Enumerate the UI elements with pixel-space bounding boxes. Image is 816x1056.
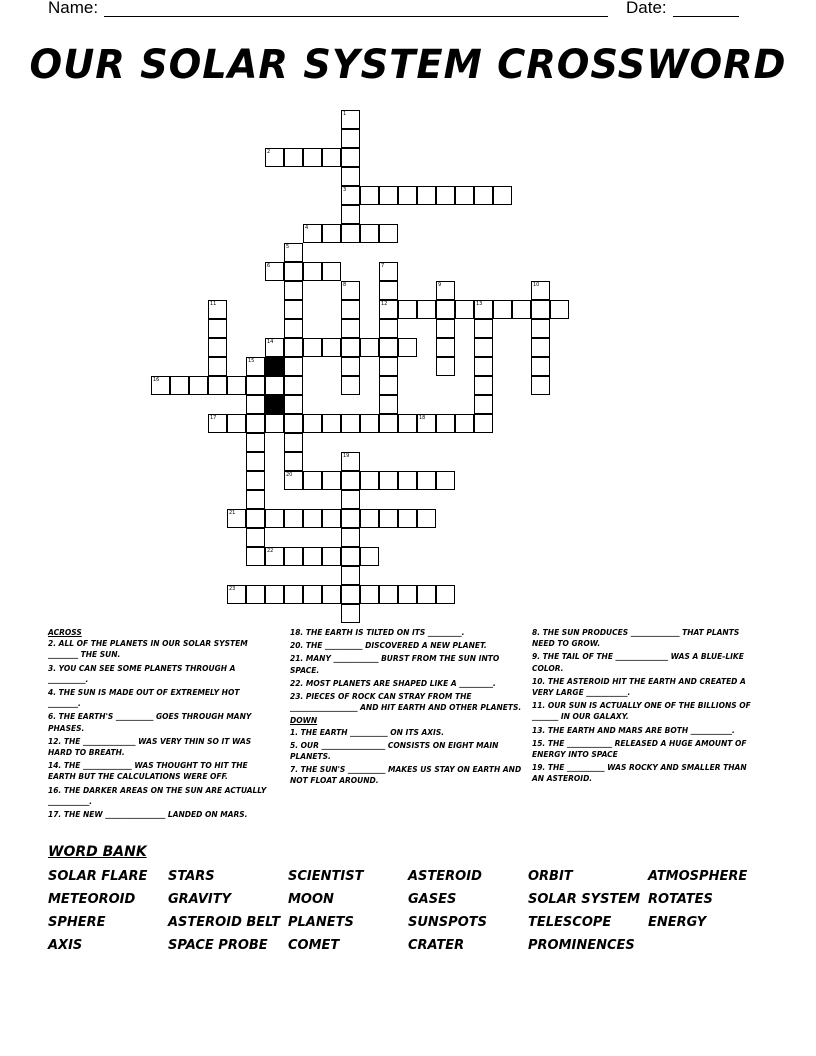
crossword-cell[interactable] [303, 509, 322, 528]
clue-number: 2 [267, 149, 271, 155]
crossword-cell[interactable] [284, 300, 303, 319]
crossword-cell[interactable] [341, 300, 360, 319]
crossword-cell[interactable] [284, 395, 303, 414]
crossword-cell[interactable] [303, 224, 322, 243]
crossword-cell[interactable] [227, 585, 246, 604]
word-bank-item: ATMOSPHERE [648, 869, 748, 884]
clue-across-4: 4. THE SUN IS MADE OUT OF EXTREMELY HOT ________. [48, 688, 240, 709]
clue-number: 20 [286, 472, 293, 478]
clues-col2 [290, 627, 526, 789]
crossword-cell[interactable] [322, 414, 341, 433]
crossword-cell[interactable] [398, 471, 417, 490]
down-heading: DOWN [290, 716, 318, 726]
crossword-cell[interactable] [246, 509, 265, 528]
crossword-cell[interactable] [455, 414, 474, 433]
crossword-cell[interactable] [379, 338, 398, 357]
word-bank-item: ASTEROID [408, 869, 482, 884]
crossword-cell[interactable] [284, 547, 303, 566]
crossword-cell[interactable] [379, 414, 398, 433]
crossword-cell[interactable] [474, 414, 493, 433]
crossword-cell[interactable] [341, 585, 360, 604]
crossword-cell[interactable] [246, 414, 265, 433]
crossword-cell[interactable] [474, 357, 493, 376]
clue-down-7: 7. THE SUN'S __________ MAKES US STAY ON EARTH AND NOT FLOAT AROUND. [290, 765, 522, 786]
crossword-cell[interactable] [531, 281, 550, 300]
clue-number: 14 [267, 339, 274, 345]
crossword-cell[interactable] [436, 585, 455, 604]
crossword-cell[interactable] [341, 414, 360, 433]
crossword-cell[interactable] [436, 357, 455, 376]
word-bank-item: SPACE PROBE [168, 938, 268, 953]
crossword-cell[interactable] [493, 186, 512, 205]
crossword-cell[interactable] [303, 262, 322, 281]
word-bank-item: MOON [288, 892, 334, 907]
crossword-cell[interactable] [512, 300, 531, 319]
word-bank-item: ENERGY [648, 915, 707, 930]
clue-across-16: 16. THE DARKER AREAS ON THE SUN ARE ACTUALLY ___________. [48, 785, 267, 806]
crossword-cell[interactable] [208, 376, 227, 395]
crossword-cell[interactable] [379, 319, 398, 338]
crossword-cell[interactable] [265, 509, 284, 528]
crossword-cell[interactable] [341, 186, 360, 205]
word-bank-item: SUNSPOTS [408, 915, 487, 930]
crossword-cell[interactable] [246, 471, 265, 490]
crossword-cell[interactable] [398, 300, 417, 319]
crossword-cell[interactable] [379, 357, 398, 376]
crossword-cell[interactable] [227, 414, 246, 433]
crossword-cell[interactable] [341, 604, 360, 623]
word-bank-title: WORD BANK [48, 844, 147, 860]
crossword-cell[interactable] [379, 376, 398, 395]
crossword-cell[interactable] [208, 414, 227, 433]
word-bank-item: METEOROID [48, 892, 136, 907]
crossword-cell[interactable] [360, 471, 379, 490]
crossword-cell[interactable] [208, 319, 227, 338]
crossword-cell[interactable] [398, 509, 417, 528]
crossword-cell[interactable] [341, 528, 360, 547]
clue-number: 19 [343, 453, 350, 459]
crossword-cell[interactable] [474, 376, 493, 395]
clue-number: 21 [229, 510, 236, 516]
crossword-cell[interactable] [379, 471, 398, 490]
crossword-cell[interactable] [265, 376, 284, 395]
crossword-cell[interactable] [322, 148, 341, 167]
clue-across-21: 21. MANY ____________ BURST FROM THE SUN INTO SPACE. [290, 654, 500, 675]
clue-across-6: 6. THE EARTH'S __________ GOES THROUGH MANY PHASES. [48, 712, 252, 733]
word-bank-item: ROTATES [648, 892, 713, 907]
crossword-cell[interactable] [531, 319, 550, 338]
clue-across-2: 2. ALL OF THE PLANETS IN OUR SOLAR SYSTEM ________ THE SUN. [48, 639, 248, 660]
crossword-cell[interactable] [341, 224, 360, 243]
crossword-cell[interactable] [417, 509, 436, 528]
crossword-cell[interactable] [341, 357, 360, 376]
clue-number: 3 [343, 187, 347, 193]
crossword-cell[interactable] [379, 300, 398, 319]
clue-number: 8 [343, 282, 347, 288]
word-bank-item: STARS [168, 869, 215, 884]
crossword-cell[interactable] [474, 338, 493, 357]
crossword-cell[interactable] [322, 262, 341, 281]
crossword-cell[interactable] [455, 300, 474, 319]
crossword-cell[interactable] [417, 414, 436, 433]
crossword-cell[interactable] [436, 319, 455, 338]
crossword-cell[interactable] [246, 376, 265, 395]
across-clues-col1 [48, 627, 270, 822]
crossword-cell[interactable] [227, 509, 246, 528]
crossword-cell[interactable] [531, 376, 550, 395]
clue-down-19: 19. THE __________ WAS ROCKY AND SMALLER THAN AN ASTEROID. [532, 763, 747, 784]
crossword-cell[interactable] [246, 547, 265, 566]
crossword-cell[interactable] [436, 414, 455, 433]
clue-across-22: 22. MOST PLANETS ARE SHAPED LIKE A _________. [290, 678, 496, 688]
crossword-cell[interactable] [455, 186, 474, 205]
crossword-cell[interactable] [284, 148, 303, 167]
word-bank-item: COMET [288, 938, 340, 953]
crossword-cell[interactable] [341, 471, 360, 490]
crossword-cell[interactable] [284, 243, 303, 262]
crossword-cell[interactable] [284, 281, 303, 300]
crossword-cell[interactable] [531, 300, 550, 319]
crossword-cell[interactable] [246, 490, 265, 509]
crossword-cell[interactable] [379, 224, 398, 243]
clue-down-10: 10. THE ASTEROID HIT THE EARTH AND CREATED A VERY LARGE ___________. [532, 676, 746, 698]
clue-number: 1 [343, 111, 347, 117]
word-bank-item: ORBIT [528, 869, 573, 884]
crossword-cell[interactable] [208, 300, 227, 319]
clue-down-15: 15. THE ____________ RELEASED A HUGE AMOUNT OF ENERGY INTO SPACE [532, 738, 747, 760]
crossword-cell[interactable] [474, 300, 493, 319]
down-clues-col3 [532, 627, 760, 787]
crossword-cell[interactable] [436, 186, 455, 205]
word-bank-item: ASTEROID BELT [168, 915, 281, 930]
crossword-cell[interactable] [322, 547, 341, 566]
crossword-cell[interactable] [265, 148, 284, 167]
crossword-cell[interactable] [436, 471, 455, 490]
crossword-cell[interactable] [341, 452, 360, 471]
crossword-cell[interactable] [284, 338, 303, 357]
crossword-cell[interactable] [322, 224, 341, 243]
crossword-cell[interactable] [341, 338, 360, 357]
clue-number: 13 [476, 301, 483, 307]
clue-number: 11 [210, 301, 217, 307]
crossword-cell[interactable] [379, 395, 398, 414]
page-title: OUR SOLAR SYSTEM CROSSWORD [29, 42, 787, 88]
clue-number: 12 [381, 301, 388, 307]
crossword-cell[interactable] [246, 433, 265, 452]
crossword-cell[interactable] [322, 585, 341, 604]
crossword-cell[interactable] [246, 395, 265, 414]
crossword-cell[interactable] [208, 338, 227, 357]
crossword-cell[interactable] [284, 357, 303, 376]
crossword-cell[interactable] [341, 509, 360, 528]
crossword-cell[interactable] [360, 509, 379, 528]
clue-number: 10 [533, 282, 540, 288]
clue-across-3: 3. YOU CAN SEE SOME PLANETS THROUGH A __________. [48, 663, 236, 684]
crossword-cell[interactable] [265, 585, 284, 604]
crossword-cell[interactable] [360, 186, 379, 205]
crossword-cell[interactable] [379, 585, 398, 604]
crossword-cell[interactable] [284, 585, 303, 604]
clue-down-11: 11. OUR SUN IS ACTUALLY ONE OF THE BILLIONS OF _______ IN OUR GALAXY. [532, 701, 751, 722]
clue-down-8: 8. THE SUN PRODUCES _____________ THAT PLANTS NEED TO GROW. [532, 628, 740, 649]
crossword-cell[interactable] [322, 471, 341, 490]
crossword-cell[interactable] [341, 205, 360, 224]
crossword-cell[interactable] [284, 319, 303, 338]
crossword-cell[interactable] [265, 262, 284, 281]
word-bank-item: SCIENTIST [288, 869, 364, 884]
crossword-cell[interactable] [360, 547, 379, 566]
crossword-cell[interactable] [436, 338, 455, 357]
word-bank-item: SOLAR SYSTEM [528, 892, 641, 907]
crossword-cell[interactable] [398, 414, 417, 433]
word-bank-item: GRAVITY [168, 892, 232, 907]
clue-number: 15 [248, 358, 255, 364]
crossword-cell[interactable] [246, 357, 265, 376]
crossword-cell[interactable] [303, 148, 322, 167]
crossword-cell[interactable] [341, 376, 360, 395]
crossword-cell[interactable] [341, 490, 360, 509]
clue-number: 17 [210, 415, 217, 421]
clue-number: 23 [229, 586, 236, 592]
clue-number: 6 [267, 263, 271, 269]
crossword-cell[interactable] [284, 509, 303, 528]
crossword-cell[interactable] [398, 338, 417, 357]
crossword-cell[interactable] [341, 547, 360, 566]
clue-number: 18 [419, 415, 426, 421]
word-bank-item: AXIS [48, 938, 83, 953]
clue-number: 22 [267, 548, 274, 554]
crossword-cell[interactable] [341, 281, 360, 300]
crossword-cell[interactable] [417, 186, 436, 205]
crossword-cell[interactable] [360, 338, 379, 357]
clue-across-18: 18. THE EARTH IS TILTED ON ITS _________. [290, 628, 465, 637]
word-bank-item: SOLAR FLARE [48, 869, 148, 884]
crossword-cell[interactable] [341, 566, 360, 585]
crossword-cell[interactable] [341, 319, 360, 338]
clue-across-14: 14. THE _____________ WAS THOUGHT TO HIT THE EARTH BUT THE CALCULATIONS WERE OFF. [48, 761, 248, 782]
crossword-cell[interactable] [398, 585, 417, 604]
crossword-cell[interactable] [284, 452, 303, 471]
crossword-cell[interactable] [227, 376, 246, 395]
crossword-cell[interactable] [189, 376, 208, 395]
name-label: Name: [48, 0, 99, 17]
crossword-cell[interactable] [474, 395, 493, 414]
crossword-cell[interactable] [303, 414, 322, 433]
clue-across-17: 17. THE NEW ________________ LANDED ON MARS. [48, 810, 248, 820]
clue-number: 5 [286, 244, 290, 250]
clue-number: 4 [305, 225, 309, 231]
crossword-cell[interactable] [474, 186, 493, 205]
crossword-cell[interactable] [341, 148, 360, 167]
crossword-cell[interactable] [170, 376, 189, 395]
crossword-cell[interactable] [208, 357, 227, 376]
clue-across-12: 12. THE ______________ WAS VERY THIN SO IT WAS HARD TO BREATH. [48, 736, 252, 758]
crossword-cell[interactable] [265, 547, 284, 566]
crossword-cell[interactable] [284, 414, 303, 433]
crossword-cell[interactable] [284, 262, 303, 281]
crossword-cell[interactable] [417, 585, 436, 604]
clue-across-23: 23. PIECES OF ROCK CAN STRAY FROM THE __________________ AND HIT EARTH AND OTHER PLANETS. [290, 692, 522, 713]
word-bank-item: CRATER [408, 938, 465, 953]
crossword-cell[interactable] [303, 547, 322, 566]
across-heading: ACROSS [48, 628, 82, 637]
word-bank-item: SPHERE [48, 915, 106, 930]
word-bank-item: GASES [408, 892, 457, 907]
crossword-cell[interactable] [531, 338, 550, 357]
crossword-cell[interactable] [493, 300, 512, 319]
crossword-cell[interactable] [550, 300, 569, 319]
clue-down-1: 1. THE EARTH __________ ON ITS AXIS. [290, 727, 445, 737]
crossword-cell[interactable] [151, 376, 170, 395]
crossword-cell[interactable] [322, 509, 341, 528]
crossword-cell[interactable] [417, 300, 436, 319]
clue-down-9: 9. THE TAIL OF THE ______________ WAS A BLUE-LIKE COLOR. [532, 652, 744, 673]
crossword-cell[interactable] [284, 471, 303, 490]
crossword-cell[interactable] [284, 433, 303, 452]
clue-number: 7 [381, 263, 385, 269]
word-bank-item: PLANETS [288, 915, 354, 930]
crossword-cell[interactable] [322, 338, 341, 357]
crossword-cell[interactable] [341, 110, 360, 129]
crossword-cell[interactable] [398, 186, 417, 205]
crossword-cell[interactable] [379, 262, 398, 281]
crossword-cell[interactable] [341, 129, 360, 148]
word-bank [48, 868, 768, 955]
crossword-cell[interactable] [265, 414, 284, 433]
crossword-cell[interactable] [246, 585, 265, 604]
clue-number: 16 [153, 377, 160, 383]
black-cell [265, 395, 284, 414]
word-bank-item: PROMINENCES [528, 938, 635, 953]
crossword-cell[interactable] [246, 452, 265, 471]
crossword-cell[interactable] [360, 414, 379, 433]
crossword-cell[interactable] [246, 528, 265, 547]
crossword-cell[interactable] [379, 509, 398, 528]
crossword-cell[interactable] [303, 338, 322, 357]
crossword-cell[interactable] [474, 319, 493, 338]
clue-down-13: 13. THE EARTH AND MARS ARE BOTH ___________. [532, 725, 735, 735]
crossword-cell[interactable] [360, 224, 379, 243]
crossword-cell[interactable] [531, 357, 550, 376]
clue-across-20: 20. THE __________ DISCOVERED A NEW PLANET. [290, 641, 487, 651]
crossword-cell[interactable] [341, 167, 360, 186]
crossword-cell[interactable] [265, 338, 284, 357]
crossword-cell[interactable] [303, 585, 322, 604]
crossword-cell[interactable] [436, 300, 455, 319]
black-cell [265, 357, 284, 376]
word-bank-item: TELESCOPE [528, 915, 612, 930]
crossword-cell[interactable] [379, 281, 398, 300]
crossword-cell[interactable] [436, 281, 455, 300]
crossword-cell[interactable] [284, 376, 303, 395]
crossword-cell[interactable] [417, 471, 436, 490]
crossword-cell[interactable] [360, 585, 379, 604]
clue-down-5: 5. OUR _________________ CONSISTS ON EIGHT MAIN PLANETS. [290, 740, 499, 762]
crossword-cell[interactable] [303, 471, 322, 490]
date-label: Date: [626, 0, 667, 17]
crossword-cell[interactable] [379, 186, 398, 205]
clue-number: 9 [438, 282, 442, 288]
